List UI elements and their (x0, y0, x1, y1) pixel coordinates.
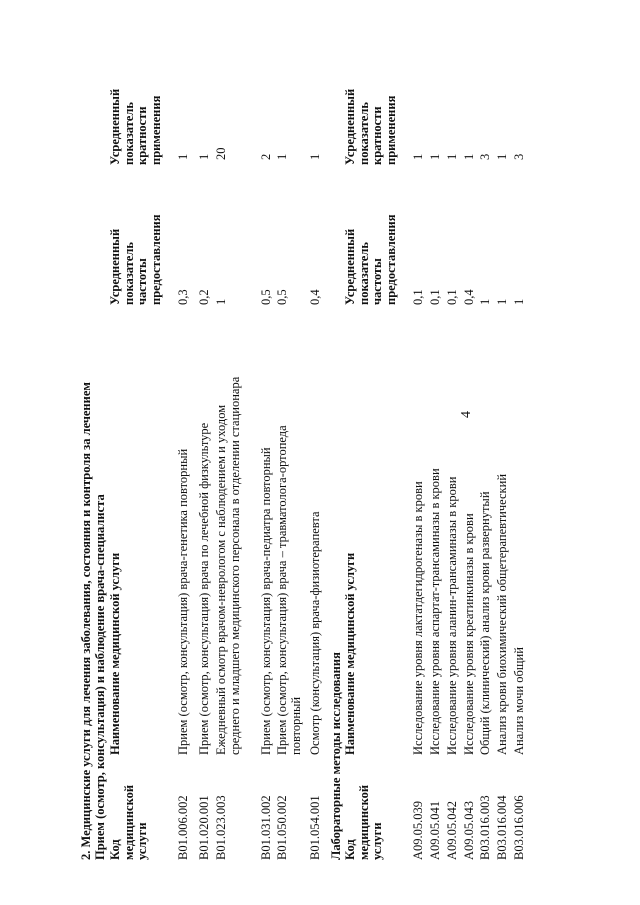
page-number: 4 (459, 411, 474, 418)
col-code-header: Код медицинской услуги (108, 784, 149, 860)
table-row-frequency: 0,2 (197, 289, 211, 305)
table-row-multiplicity: 1 (445, 153, 459, 160)
table-row-multiplicity: 1 (495, 153, 509, 160)
table-row-name: Прием (осмотр, консультация) врача по лечебной физкультуре (197, 422, 211, 755)
table-row-code: B01.023.003 (214, 795, 228, 860)
table-row-frequency: 0,4 (462, 289, 476, 305)
table-row-frequency: 1 (478, 298, 492, 305)
table-row-frequency: 0,3 (176, 289, 190, 305)
table-row-frequency: 1 (512, 298, 526, 305)
subsection-title: Прием (осмотр, консультация) и наблюдение врача-специалиста (93, 494, 107, 860)
table-row-name: Общий (клинический) анализ крови развернутый (478, 491, 492, 755)
table-row-code: B01.031.002 (259, 795, 273, 860)
table-row-multiplicity: 1 (462, 153, 476, 160)
table-row-frequency: 1 (214, 298, 228, 305)
table-row-code: B01.006.002 (176, 795, 190, 860)
table-row-frequency: 0,1 (411, 289, 425, 305)
table-row-code: B01.050.002 (275, 795, 289, 860)
table-row-code: B01.020.001 (197, 795, 211, 860)
subsection-title: Лабораторные методы исследования (329, 652, 343, 860)
table-row-name: Осмотр (консультация) врача-физиотерапевта (308, 511, 322, 755)
table-row-code: A09.05.039 (411, 800, 425, 860)
table-row-name: Ежедневный осмотр врачом-неврологом с наблюдением и уходом среднего и младшего медицинского персонала в отделении стационара (214, 376, 242, 755)
table-row-code: B03.016.003 (478, 795, 492, 860)
table-row-code: A09.05.042 (445, 800, 459, 860)
table-row-code: B03.016.006 (512, 795, 526, 860)
table-row-multiplicity: 1 (411, 153, 425, 160)
table-row-code: B01.054.001 (308, 795, 322, 860)
table-row-code: A09.05.041 (428, 800, 442, 860)
table-row-multiplicity: 1 (308, 153, 322, 160)
table-row-frequency: 0,1 (445, 289, 459, 305)
table-row-name: Исследование уровня аспартат-трансаминазы в крови (428, 468, 442, 755)
table-row-frequency: 0,5 (259, 289, 273, 305)
col-frequency-header: Усредненный показатель частоты предоставления (343, 214, 398, 305)
table-row-multiplicity: 1 (428, 153, 442, 160)
table-row-name: Анализ крови биохимический общетерапевтический (495, 473, 509, 755)
table-row-multiplicity: 1 (176, 153, 190, 160)
col-name-header: Наименование медицинской услуги (108, 552, 122, 755)
table-row-name: Исследование уровня лактатдегидрогеназы в крови (411, 481, 425, 755)
col-code-header: Код медицинской услуги (343, 784, 384, 860)
table-row-name: Прием (осмотр, консультация) врача-педиатра повторный (259, 447, 273, 755)
table-row-multiplicity: 3 (512, 153, 526, 160)
table-row-name: Анализ мочи общий (512, 647, 526, 755)
rotated-sheet (80, 60, 560, 860)
table-row-name: Исследование уровня аланин-трансаминазы в крови (445, 476, 459, 755)
table-row-multiplicity: 2 (259, 153, 273, 160)
table-row-name: Прием (осмотр, консультация) врача-генетика повторный (176, 448, 190, 755)
table-row-frequency: 0,5 (275, 289, 289, 305)
table-row-code: B03.016.004 (495, 795, 509, 860)
table-row-frequency: 0,1 (428, 289, 442, 305)
table-row-name: Исследование уровня креатинкиназы в крови (462, 513, 476, 755)
table-row-multiplicity: 1 (197, 153, 211, 160)
section-title: 2. Медицинские услуги для лечения заболевания, состояния и контроля за лечением (79, 382, 93, 860)
col-multiplicity-header: Усредненный показатель кратности применения (108, 88, 163, 165)
table-row-multiplicity: 3 (478, 153, 492, 160)
table-row-frequency: 1 (495, 298, 509, 305)
col-name-header: Наименование медицинской услуги (343, 552, 357, 755)
col-frequency-header: Усредненный показатель частоты предоставления (108, 214, 163, 305)
table-row-multiplicity: 1 (275, 153, 289, 160)
table-row-multiplicity: 20 (214, 147, 228, 160)
table-row-code: A09.05.043 (462, 800, 476, 860)
table-row-frequency: 0,4 (308, 289, 322, 305)
col-multiplicity-header: Усредненный показатель кратности применения (343, 88, 398, 165)
table-row-name: Прием (осмотр, консультация) врача – травматолога-ортопеда повторный (275, 425, 303, 755)
